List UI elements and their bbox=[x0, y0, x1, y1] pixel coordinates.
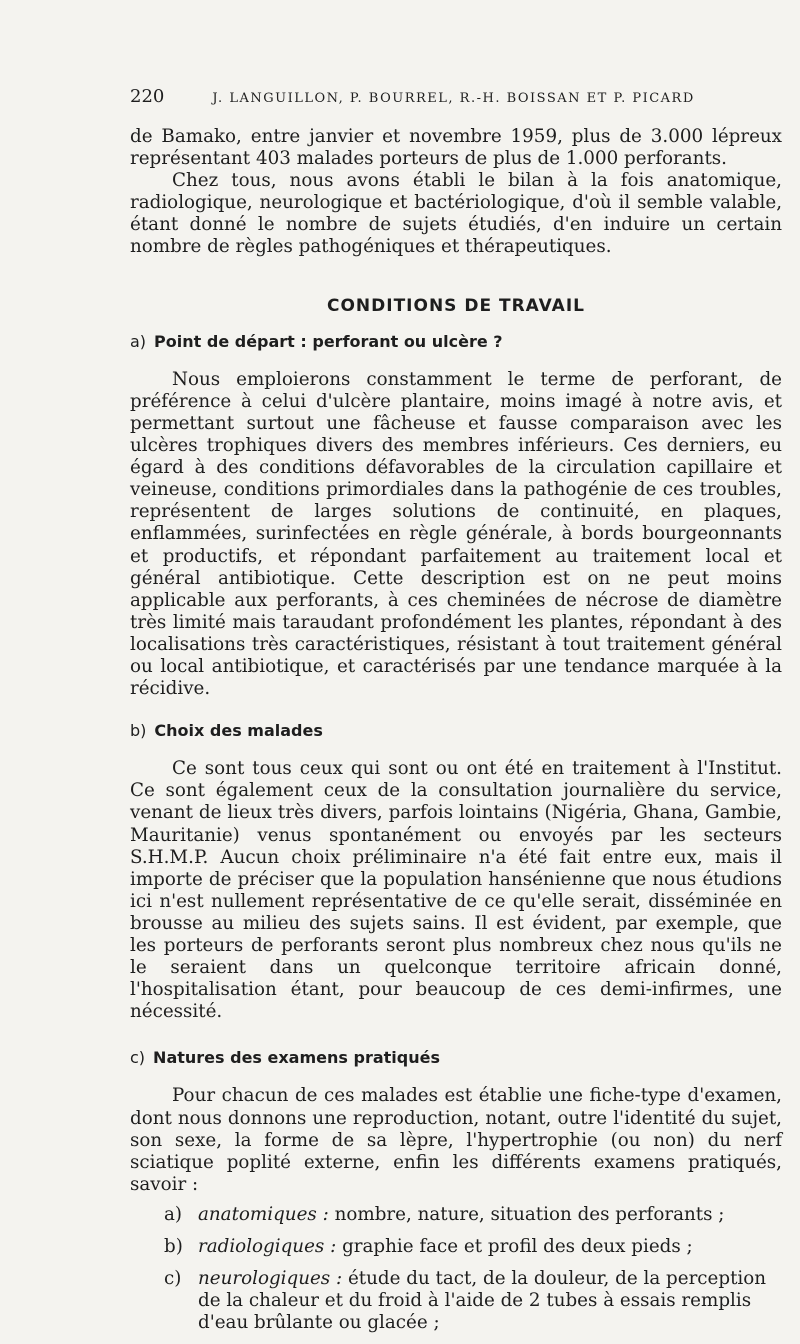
subsection-title: Choix des malades bbox=[154, 721, 323, 741]
subsection-letter: a) bbox=[130, 331, 147, 351]
subsection-letter: c) bbox=[130, 1048, 146, 1068]
list-item-term: neurologiques : bbox=[198, 1268, 343, 1290]
list-item bbox=[130, 1236, 782, 1258]
list-item-text: étude du tact, de la douleur, de la perception de la chaleur et du froid à l'aide de 2 tubes à essais remplis d'eau brûlante ou glacée ; bbox=[198, 1268, 767, 1334]
page-number: 220 bbox=[130, 86, 165, 107]
running-header bbox=[130, 86, 782, 107]
list-item-text: nombre, nature, situation des perforants ; bbox=[334, 1203, 725, 1225]
list-item-text: graphie face et profil des deux pieds ; bbox=[342, 1236, 693, 1258]
list-item-label: a) bbox=[164, 1203, 183, 1225]
subsection-title: Point de départ : perforant ou ulcère ? bbox=[154, 331, 503, 351]
subsection-heading-c bbox=[130, 1047, 782, 1069]
list-item-term: radiologiques : bbox=[198, 1236, 337, 1258]
body-text bbox=[130, 126, 782, 1344]
list-item-label: c) bbox=[164, 1268, 182, 1290]
list-item bbox=[130, 1204, 782, 1226]
subsection-heading-b bbox=[130, 720, 782, 742]
intro-paragraph-2: Chez tous, nous avons établi le bilan à la fois anatomique, radiologique, neurologique et bactériologique, d'où il semble valable, étant donné le nombre de sujets étudiés, d'en induire un certain nombre de règles pathogéniques et thérapeutiques. bbox=[130, 170, 782, 258]
subsection-letter: b) bbox=[130, 721, 147, 741]
subsection-paragraph-c: Pour chacun de ces malades est établie une fiche-type d'examen, dont nous donnons une reproduction, notant, outre l'identité du sujet, son sexe, la forme de sa lèpre, l'hypertrophie (ou non) du nerf sciatique poplité externe, enfin les différents examens pratiqués, savoir : bbox=[130, 1085, 782, 1195]
intro-paragraph-1: de Bamako, entre janvier et novembre 1959, plus de 3.000 lépreux représentant 403 malades porteurs de plus de 1.000 perforants. bbox=[130, 126, 782, 170]
list-item bbox=[130, 1268, 782, 1334]
subsection-heading-a bbox=[130, 331, 782, 353]
section-title: CONDITIONS DE TRAVAIL bbox=[326, 295, 585, 316]
subsection-title: Natures des examens pratiqués bbox=[153, 1048, 440, 1068]
list-item-term: anatomiques : bbox=[198, 1203, 329, 1225]
list-item-label: b) bbox=[164, 1236, 183, 1258]
exam-list bbox=[130, 1204, 782, 1334]
subsection-paragraph-a: Nous emploierons constamment le terme de perforant, de préférence à celui d'ulcère plantaire, moins imagé à notre avis, et permettant surtout une fâcheuse et fausse comparaison avec les ulcères trophiques divers des membres inférieurs. Ces derniers, eu égard à des conditions défavorables de la circulation capillaire et veineuse, conditions primordiales dans la pathogénie de ces troubles, représentent de larges solutions de continuité, en plaques, enflammées, surinfectées en règle générale, à bords bourgeonnants et productifs, et répondant parfaitement au traitement local et général antibiotique. Cette description est on ne peut moins applicable aux perforants, à ces cheminées de nécrose de diamètre très limité mais taraudant profondément les plantes, répondant à des localisations très caractéristiques, résistant à tout traitement général ou local antibiotique, et caractérisés par une tendance marquée à la récidive. bbox=[130, 368, 782, 700]
subsection-paragraph-b: Ce sont tous ceux qui sont ou ont été en traitement à l'Institut. Ce sont également ceux de la consultation journalière du service, venant de lieux très divers, parfois lointains (Nigéria, Ghana, Gambie, Mauritanie) venus spontanément ou envoyés par les secteurs S.H.M.P. Aucun choix préliminaire n'a été fait entre eux, mais il importe de préciser que la population hansénienne que nous étudions ici n'est nullement représentative de ce qu'elle serait, disséminée en brousse au milieu des sujets sains. Il est évident, par exemple, que les porteurs de perforants seront plus nombreux chez nous qu'ils ne le seraient dans un quelconque territoire africain donné, l'hospitalisation étant, pour beaucoup de ces demi-infirmes, une nécessité. bbox=[130, 758, 782, 1023]
running-authors: J. LANGUILLON, P. BOURREL, R.-H. BOISSAN ET P. PICARD bbox=[212, 91, 695, 106]
